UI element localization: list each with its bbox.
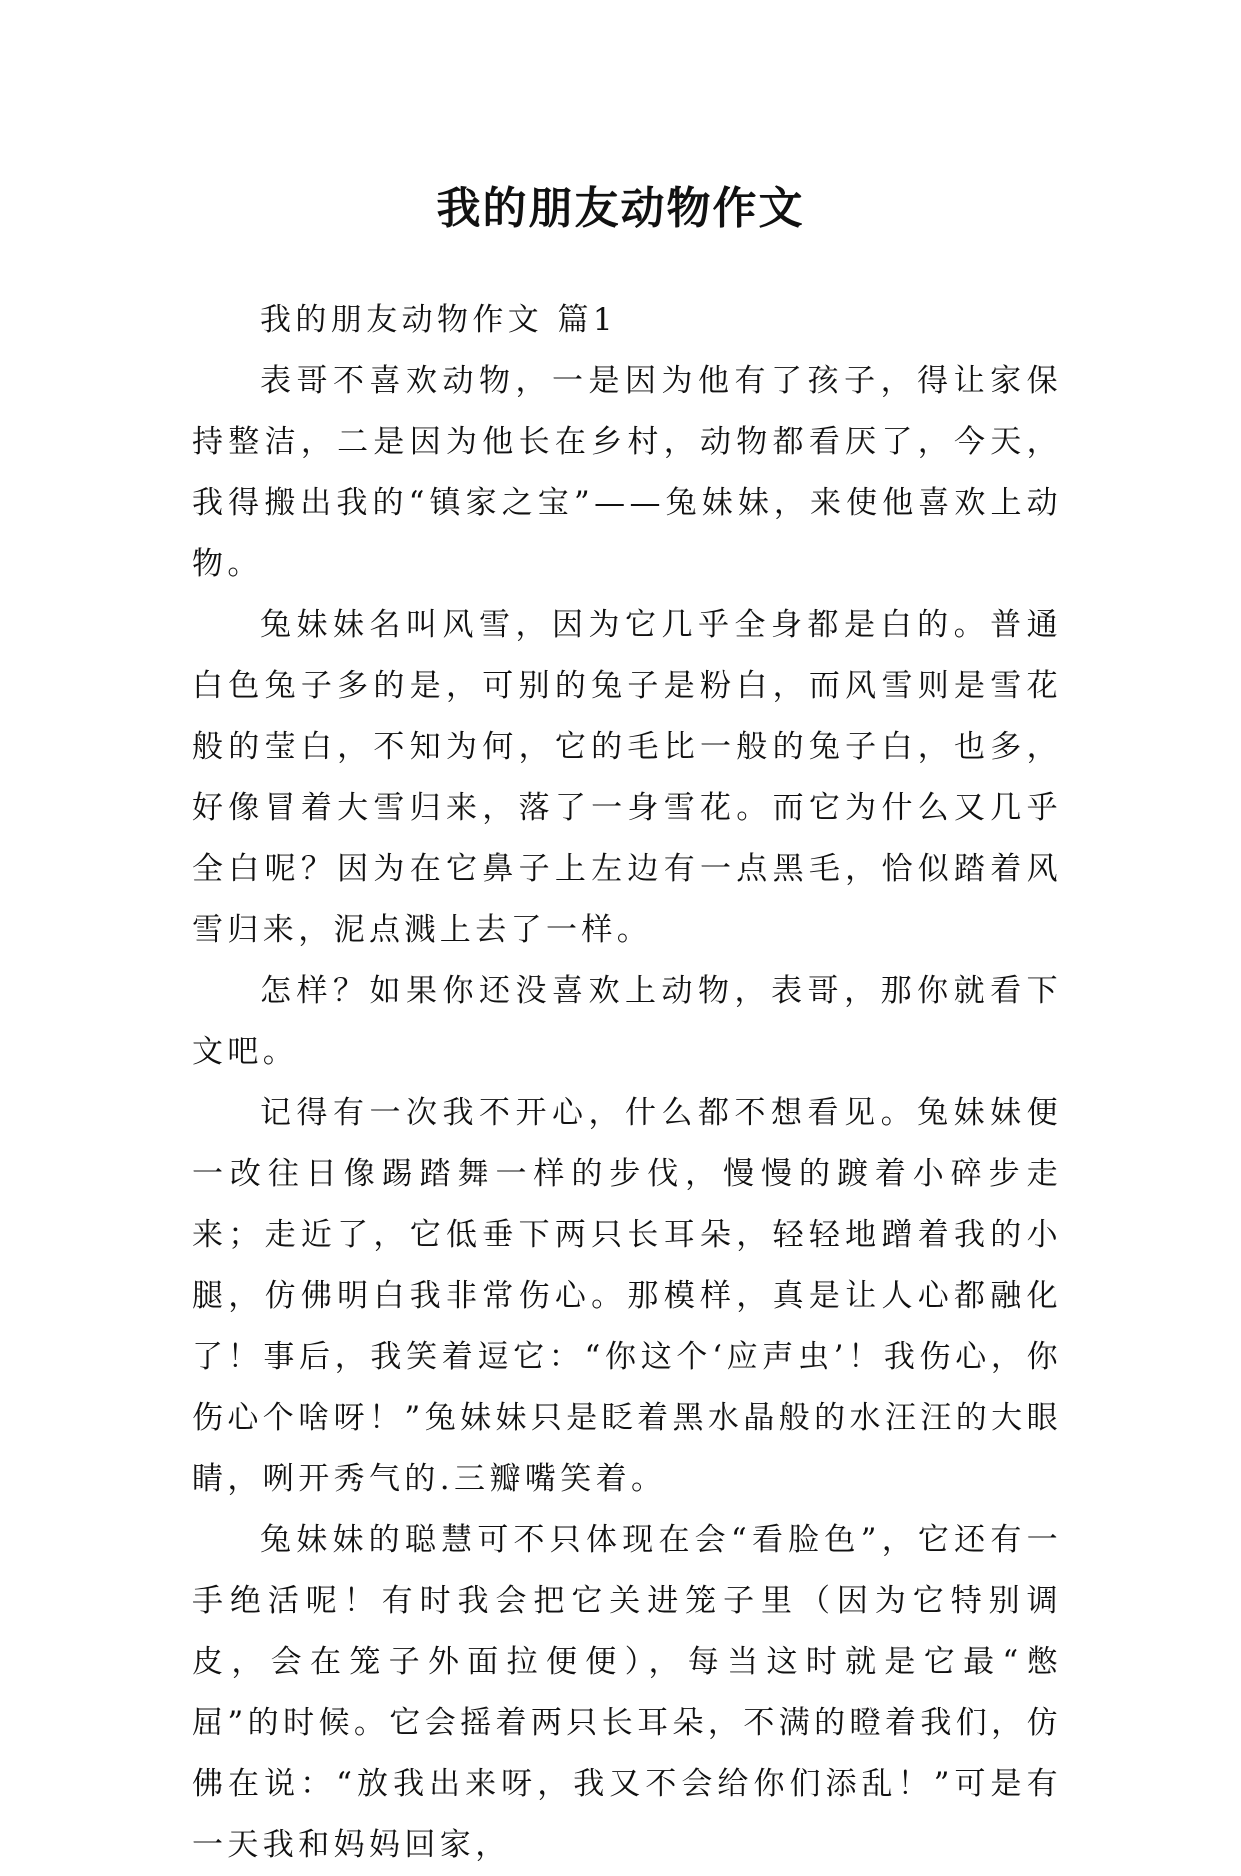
paragraph: 记得有一次我不开心，什么都不想看见。兔妹妹便一改往日像踢踏舞一样的步伐，慢慢的踱着小碎步走来；走近了，它低垂下两只长耳朵，轻轻地蹭着我的小腿，仿佛明白我非常伤心。那模样，真是让人心都融化了！事后，我笑着逗它：“你这个‘应声虫’！我伤心，你伤心个啥呀！”兔妹妹只是眨着黑水晶般的水汪汪的大眼睛，咧开秀气的.三瓣嘴笑着。 xyxy=(192,1095,1062,1497)
paragraph: 表哥不喜欢动物，一是因为他有了孩子，得让家保持整洁，二是因为他长在乡村，动物都看厌了，今天，我得搬出我的“镇家之宝”——兔妹妹，来使他喜欢上动物。 xyxy=(192,363,1062,582)
paragraph: 怎样？如果你还没喜欢上动物，表哥，那你就看下文吧。 xyxy=(192,973,1062,1070)
document-body xyxy=(192,290,1062,1876)
paragraph: 兔妹妹名叫风雪，因为它几乎全身都是白的。普通白色兔子多的是，可别的兔子是粉白，而风雪则是雪花般的莹白，不知为何，它的毛比一般的兔子白，也多，好像冒着大雪归来，落了一身雪花。而它为什么又几乎全白呢？因为在它鼻子上左边有一点黑毛，恰似踏着风雪归来，泥点溅上去了一样。 xyxy=(192,607,1062,948)
paragraph: 兔妹妹的聪慧可不只体现在会“看脸色”，它还有一手绝活呢！有时我会把它关进笼子里（因为它特别调皮，会在笼子外面拉便便），每当这时就是它最“憋屈”的时候。它会摇着两只长耳朵，不满的瞪着我们，仿佛在说：“放我出来呀，我又不会给你们添乱！”可是有一天我和妈妈回家， xyxy=(192,1522,1062,1863)
document-title: 我的朋友动物作文 xyxy=(436,183,805,235)
section-heading: 我的朋友动物作文 篇1 xyxy=(260,302,617,338)
